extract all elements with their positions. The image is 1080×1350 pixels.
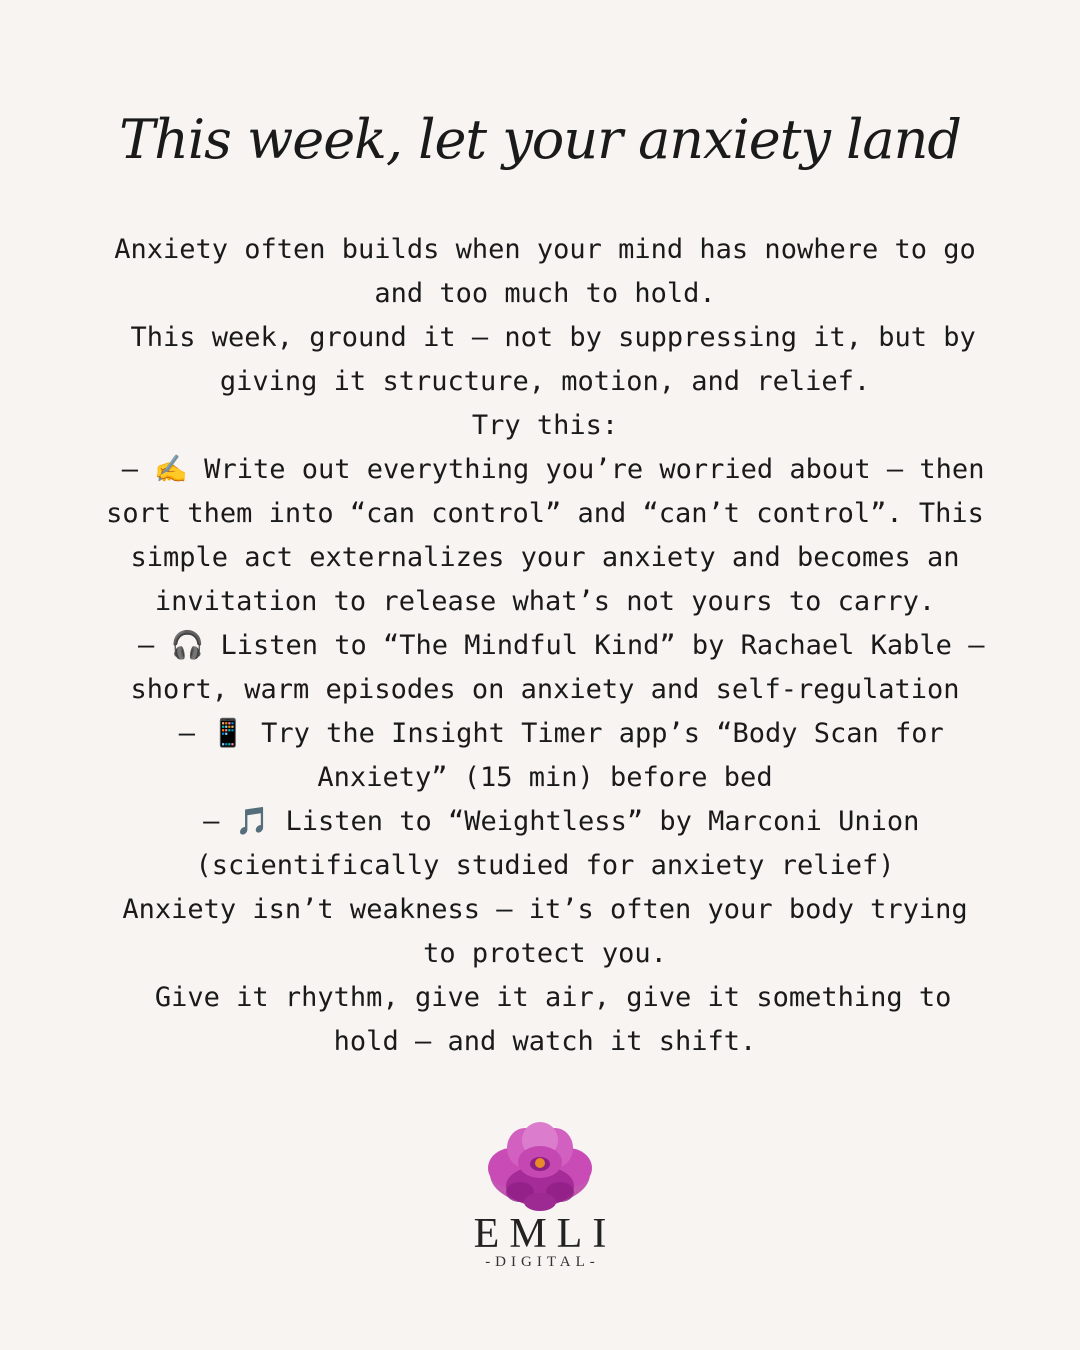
body-line: invitation to release what’s not yours to carry. — [154, 586, 936, 617]
list-item-app: – 📱 Try the Insight Timer app’s “Body Scan for — [146, 718, 944, 749]
body-line: short, warm episodes on anxiety and self-regulation — [130, 674, 960, 705]
body-line: Give it rhythm, give it air, give it something to — [138, 982, 952, 1013]
body-text — [95, 228, 995, 1064]
body-line: (scientifically studied for anxiety relief) — [195, 850, 895, 881]
list-item-music: – 🎵 Listen to “Weightless” by Marconi Union — [170, 806, 920, 837]
body-line: This week, ground it — not by suppressing it, but by — [114, 322, 976, 353]
body-line: to protect you. — [423, 938, 667, 969]
body-line: Anxiety often builds when your mind has nowhere to go — [114, 234, 976, 265]
body-line: giving it structure, motion, and relief. — [219, 366, 871, 397]
logo-subtitle: -DIGITAL- — [485, 1254, 600, 1270]
peony-flower-icon — [480, 1118, 600, 1214]
brand-logo — [0, 1118, 1080, 1271]
body-line: Anxiety isn’t weakness — it’s often your body trying — [122, 894, 968, 925]
page-title: This week, let your anxiety land — [119, 108, 961, 171]
body-line: and too much to hold. — [374, 278, 716, 309]
body-line: simple act externalizes your anxiety and becomes an — [130, 542, 960, 573]
list-item-write: – ✍️ Write out everything you’re worried about — then — [105, 454, 985, 485]
list-item-podcast: – 🎧 Listen to “The Mindful Kind” by Rachael Kable – — [105, 630, 985, 661]
body-line: Anxiety” (15 min) before bed — [317, 762, 773, 793]
body-line: sort them into “can control” and “can’t control”. This — [106, 498, 984, 529]
logo-wordmark: EMLI — [473, 1211, 617, 1257]
body-line: Try this: — [471, 410, 619, 441]
body-line: hold — and watch it shift. — [333, 1026, 757, 1057]
